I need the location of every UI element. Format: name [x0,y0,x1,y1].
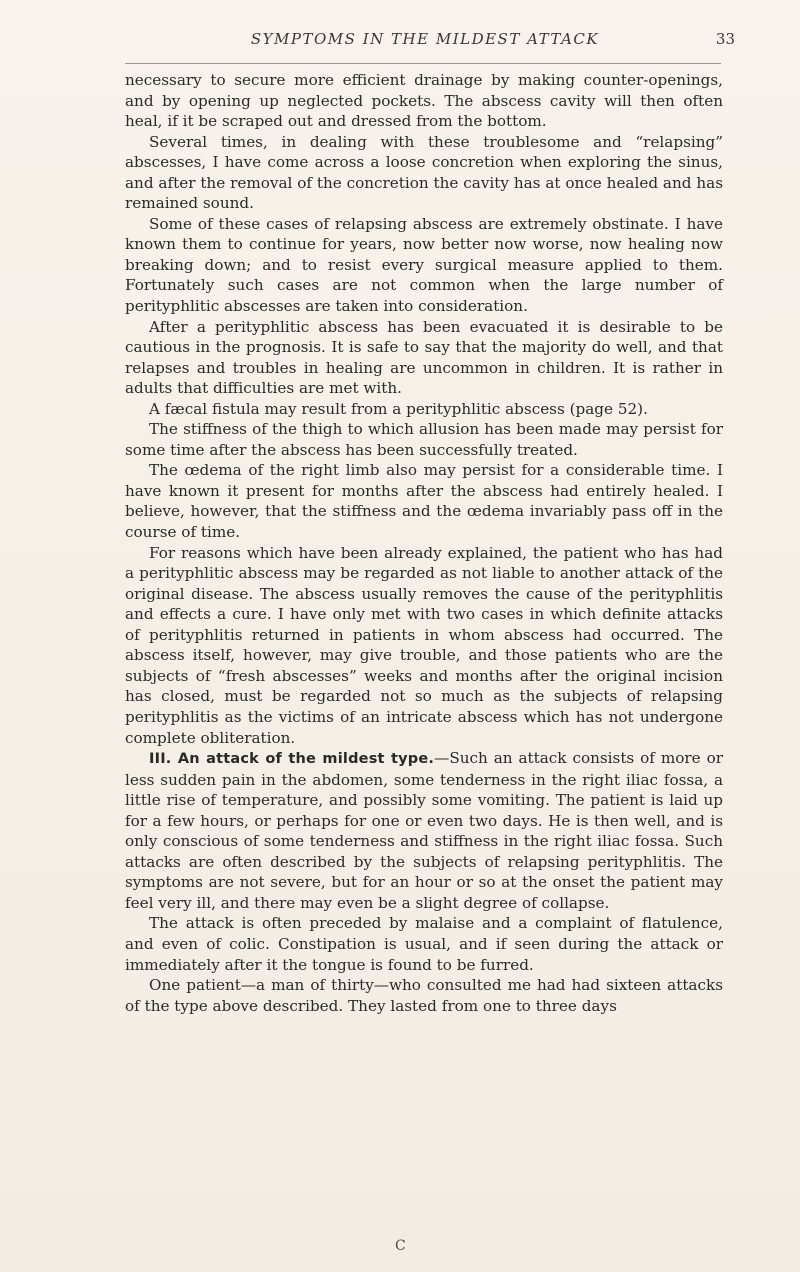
paragraph: A fæcal fistula may result from a perityphlitic abscess (page 52). [149,399,648,418]
paragraph: necessary to secure more efficient drainage by making counter-openings, and by opening up neglected pockets. The abscess cavity will then often heal, if it be scraped out and dressed from the bottom. [125,71,723,131]
paragraph: After a perityphlitic abscess has been evacuated it is desirable to be cautious in the prognosis. It is safe to say that the majority do well, and that relapses and troubles in healing are uncommon in children. It is rather in adults that difficulties are met with. [125,317,723,398]
paragraph: Some of these cases of relapsing abscess are extremely obstinate. I have known them to continue for years, now better now worse, now healing now breaking down; and to resist every surgical measure applied to them. Fortunately such cases are not common when the large number of perityphlitic abscesses are taken into consideration. [125,214,723,316]
paragraph: The stiffness of the thigh to which allusion has been made may persist for some time after the abscess has been successfully treated. [125,420,723,459]
paragraph: The œdema of the right limb also may persist for a considerable time. I have known it present for months after the abscess had entirely healed. I believe, however, that the stiffness and the œdema invariably pass off in the course of time. [125,461,723,542]
section-heading: III. An attack of the mildest type. [149,751,435,768]
paragraph: Several times, in dealing with these troublesome and “relapsing” abscesses, I have come across a loose concretion when exploring the sinus, and after the removal of the concretion the cavity has at once healed and has remained sound. [125,132,723,213]
paragraph: For reasons which have been already explained, the patient who has had a perityphlitic abscess may be regarded as not liable to another attack of the original disease. The abscess usually removes the cause of the perityphlitis and effects a cure. I have only met with two cases in which definite attacks of perityphlitis returned in patients in whom abscess had occurred. The abscess itself, however, may give trouble, and those patients who are the subjects of “fresh abscesses” weeks and months after the original incision has closed, must be regarded not so much as the subjects of relapsing perityphlitis as the victims of an intricate abscess which has not undergone complete obliteration. [125,543,723,747]
section-paragraph [125,748,723,913]
paragraph: The attack is often preceded by malaise and a complaint of flatulence, and even of colic. Constipation is usual, and if seen during the attack or immediately after it the tongue is found to be furred. [125,914,723,974]
page-number: 33 [715,30,735,48]
body-text [125,70,723,1016]
page-header [115,30,735,56]
signature-mark: C [395,1238,406,1254]
section-text: —Such an attack consists of more or less sudden pain in the abdomen, some tenderness in the right iliac fossa, a little rise of temperature, and possibly some vomiting. The patient is laid up for a few hours, or perhaps for one or even two days. He is then well, and is only conscious of some tenderness and stiffness in the right iliac fossa. Such attacks are often described by the subjects of relapsing perityphlitis. The symptoms are not severe, but for an hour or so at the onset the patient may feel very ill, and there may even be a slight degree of collapse. [125,749,723,912]
running-title: SYMPTOMS IN THE MILDEST ATTACK [250,30,600,48]
header-rule [125,63,721,64]
paragraph: One patient—a man of thirty—who consulted me had had sixteen attacks of the type above described. They lasted from one to three days [125,976,723,1015]
